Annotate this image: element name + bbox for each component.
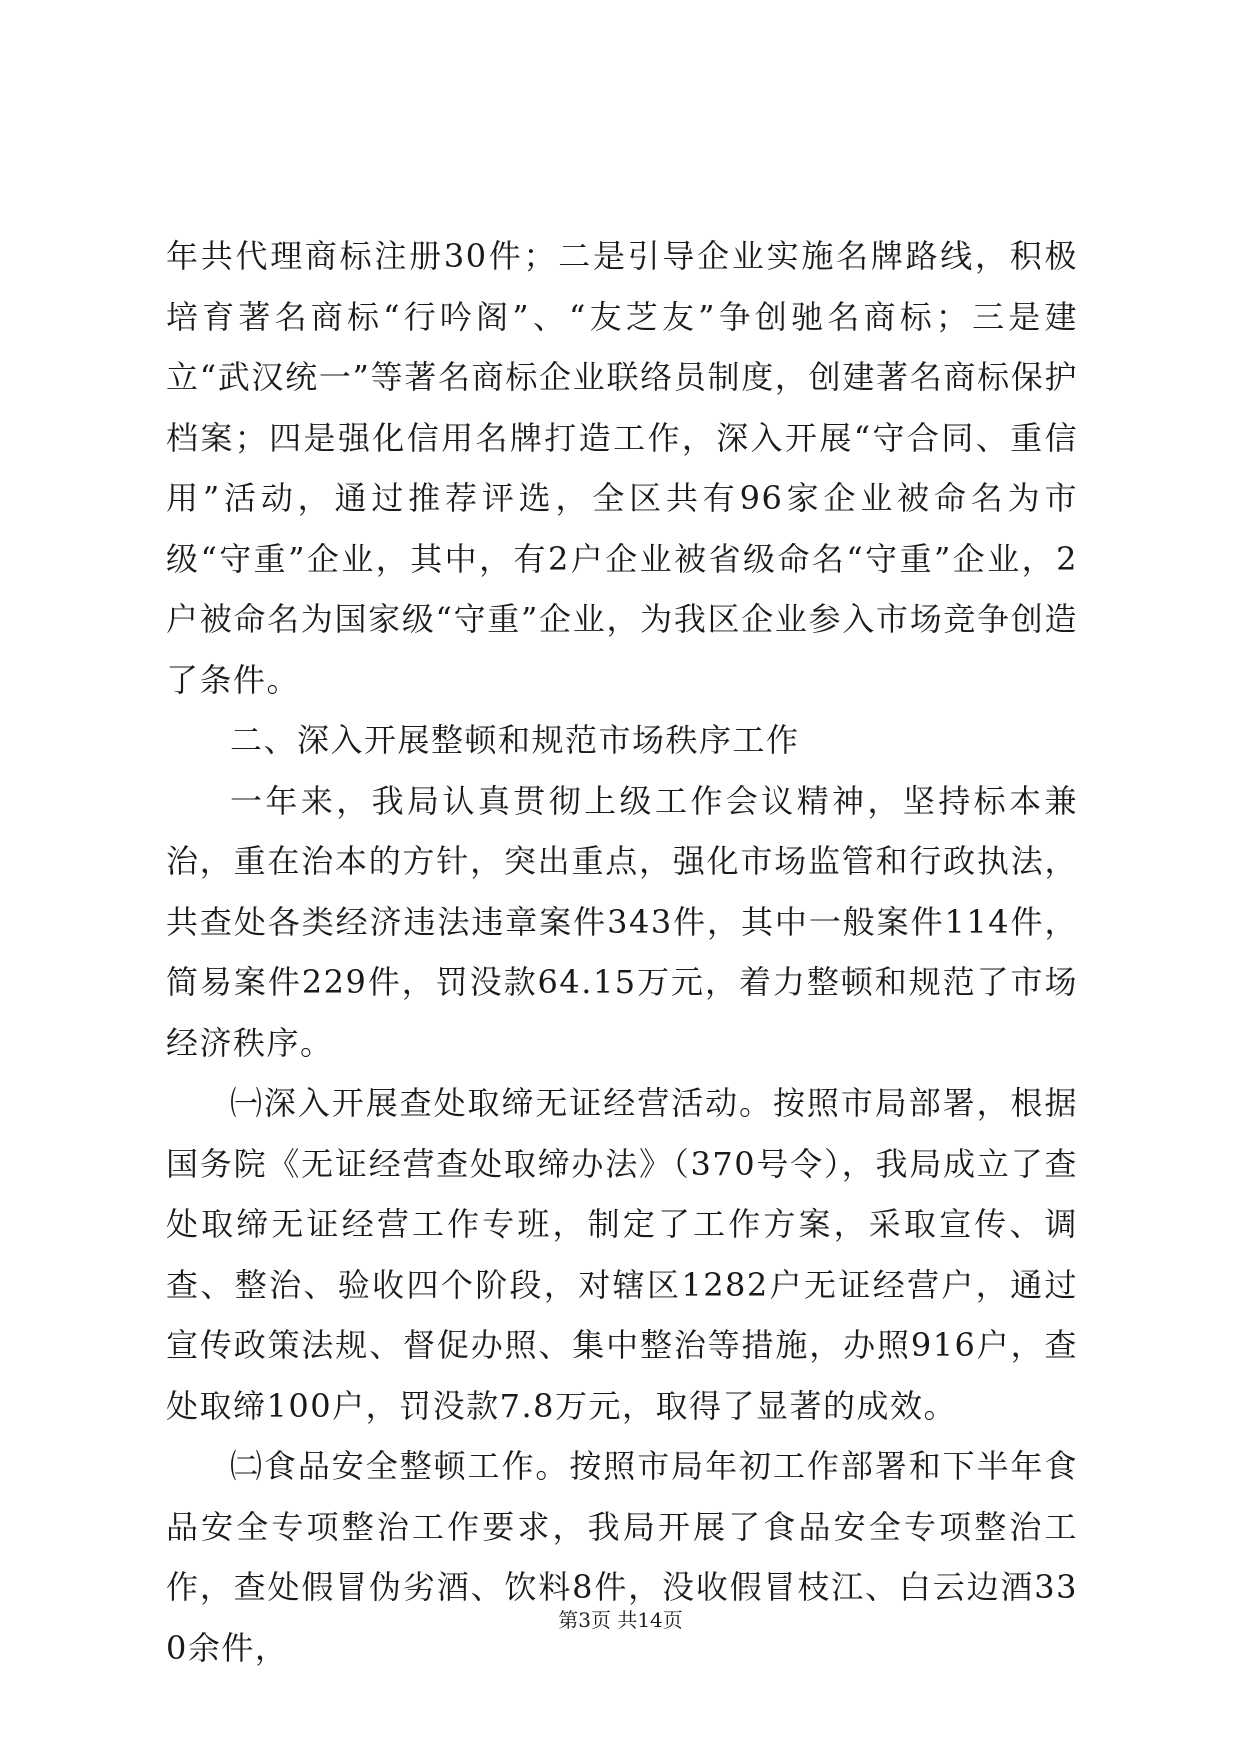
document-body <box>166 226 1078 1678</box>
section-heading-market-order: 二、深入开展整顿和规范市场秩序工作 <box>230 721 800 759</box>
paragraph-trademark-continuation: 年共代理商标注册30件；二是引导企业实施名牌路线，积极培育著名商标“行吟阁”、“友芝友”争创驰名商标；三是建立“武汉统一”等著名商标企业联络员制度，创建著名商标保护档案；四是强化信用名牌打造工作，深入开展“守合同、重信用”活动，通过推荐评选，全区共有96家企业被命名为市级“守重”企业，其中，有2户企业被省级命名“守重”企业，2户被命名为国家级“守重”企业，为我区企业参入市场竞争创造了条件。 <box>166 237 1078 699</box>
paragraph-annual-summary: 一年来，我局认真贯彻上级工作会议精神，坚持标本兼治，重在治本的方针，突出重点，强化市场监管和行政执法，共查处各类经济违法违章案件343件，其中一般案件114件，简易案件229件，罚没款64.15万元，着力整顿和规范了市场经济秩序。 <box>166 781 1078 1062</box>
paragraph-food-safety: ㈡食品安全整顿工作。按照市局年初工作部署和下半年食品安全专项整治工作要求，我局开展了食品安全专项整治工作，查处假冒伪劣酒、饮料8件，没收假冒枝江、白云边酒330余件， <box>166 1447 1078 1667</box>
page-footer: 第3页 共14页 <box>558 1608 683 1632</box>
paragraph-unlicensed-business: ㈠深入开展查处取缔无证经营活动。按照市局部署，根据国务院《无证经营查处取缔办法》（370号令），我局成立了查处取缔无证经营工作专班，制定了工作方案，采取宣传、调查、整治、验收四个阶段，对辖区1282户无证经营户，通过宣传政策法规、督促办照、集中整治等措施，办照916户，查处取缔100户，罚没款7.8万元，取得了显著的成效。 <box>166 1084 1078 1425</box>
